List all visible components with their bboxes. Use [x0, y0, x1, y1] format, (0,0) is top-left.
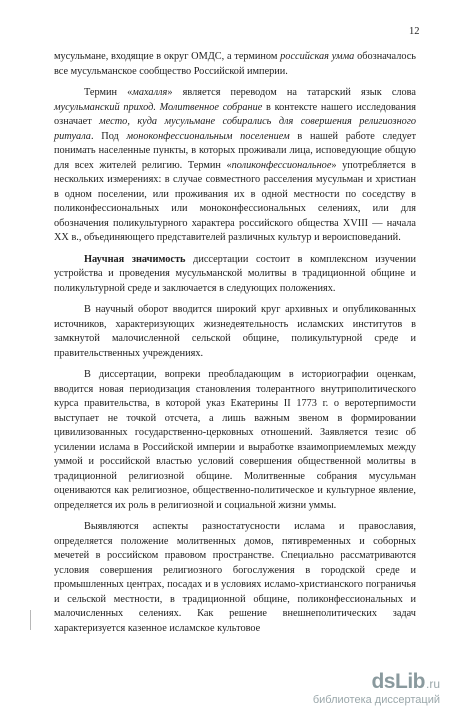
- text-run: в нашей работе следует понимать населенные пункты, в которых проживали лица, исповедующие общую для всех жителей религию. Термин «: [54, 130, 416, 171]
- paragraph-5: [54, 368, 416, 513]
- page-number: 12: [409, 26, 420, 37]
- text-run: обозначалось все мусульманское сообщество Российской империи.: [54, 51, 417, 77]
- watermark-domain: .ru: [425, 677, 440, 691]
- watermark-subtitle: библиотека диссертаций: [312, 694, 440, 706]
- italic-term: махалля: [132, 87, 168, 98]
- scan-artifact-line: [30, 610, 31, 630]
- paragraph-4: [54, 303, 416, 361]
- italic-term: место, куда мусульмане собирались для совершения религиозного ритуала: [54, 116, 416, 142]
- text-run: в контексте нашего исследования означает: [54, 101, 416, 127]
- text-run: мусульмане, входящие в округ ОМДС, а термином: [54, 51, 281, 62]
- paragraph-1: [54, 50, 416, 79]
- text-run: . Под: [90, 130, 127, 142]
- italic-term: мусульманский приход. Молитвенное собрание: [54, 101, 263, 113]
- paragraph-2: [54, 86, 416, 246]
- text-run: диссертации состоит в комплексном изучении устройства и проведения мусульманской молитвы в традиционной общине и поликультурной среде и заключается в следующих положениях.: [54, 253, 416, 294]
- document-body: [54, 50, 416, 636]
- paragraph-3: [54, 253, 416, 297]
- text-run: В диссертации, вопреки преобладающим в историографии оценкам, вводится новая периодизация становления толерантного внутриполитического курса правительства, в которой указ Екатерины II 1773 г. о веротерпимости выступает не точкой отсчета, а лишь важным звеном в формировании цивилизованных государственно-церковных отношений. Заявляется тезис об усилении ислама в Российской империи и выработке взаимоприемлемых между уммой и российской властью условий совершения общественной молитвы в традиционной религиозной общине. Молитвенные собрания мусульман оцениваются как религиозное, общественно-политическое и культурное явление, определяется их роль в религиозной и социальной жизни уммы.: [54, 369, 416, 511]
- italic-term: поликонфессиональное: [231, 159, 332, 171]
- text-run: » употребляется в нескольких измерениях: в случае совместного расселения мусульман и христиан в одном поселении, или проживания их в одной местности по соседству в поликонфессиональных или моноконфессиональных селениях, или для обозначения поликультурного характера российского общества XVIII — начала XX в., объединяющего представителей различных культур и вероисповеданий.: [54, 159, 416, 243]
- text-run: Выявляются аспекты разностатусности ислама и православия, определяется положение молитвенных домов, пятивременных и соборных мечетей в российском правовом пространстве. Специально рассматриваются условия совершения религиозного богослужения в городской среде и промышленных центрах, посадах и в условиях исламо-христианского пограничья и сельской местности, в традиционной общине, поликонфессиональных и малочисленных селениях. Как решение внешнеполитических задач характеризуется казенное исламское культовое: [54, 521, 416, 634]
- italic-term: российская умма: [280, 51, 355, 62]
- paragraph-6: [54, 520, 416, 636]
- watermark-brand: dsLib: [371, 670, 425, 693]
- text-run: » является переводом на татарский язык слова: [167, 87, 416, 98]
- text-run: В научный оборот вводится широкий круг архивных и опубликованных источников, характеризующих жизнедеятельность исламских институтов в замкнутой малочисленной сельской общине, поликультурной среде и правительственных учреждениях.: [54, 304, 416, 359]
- bold-heading: Научная значимость: [84, 253, 186, 265]
- italic-term: моноконфессиональным поселением: [126, 130, 290, 142]
- text-run: Термин «: [84, 87, 133, 98]
- watermark-logo: [312, 670, 440, 706]
